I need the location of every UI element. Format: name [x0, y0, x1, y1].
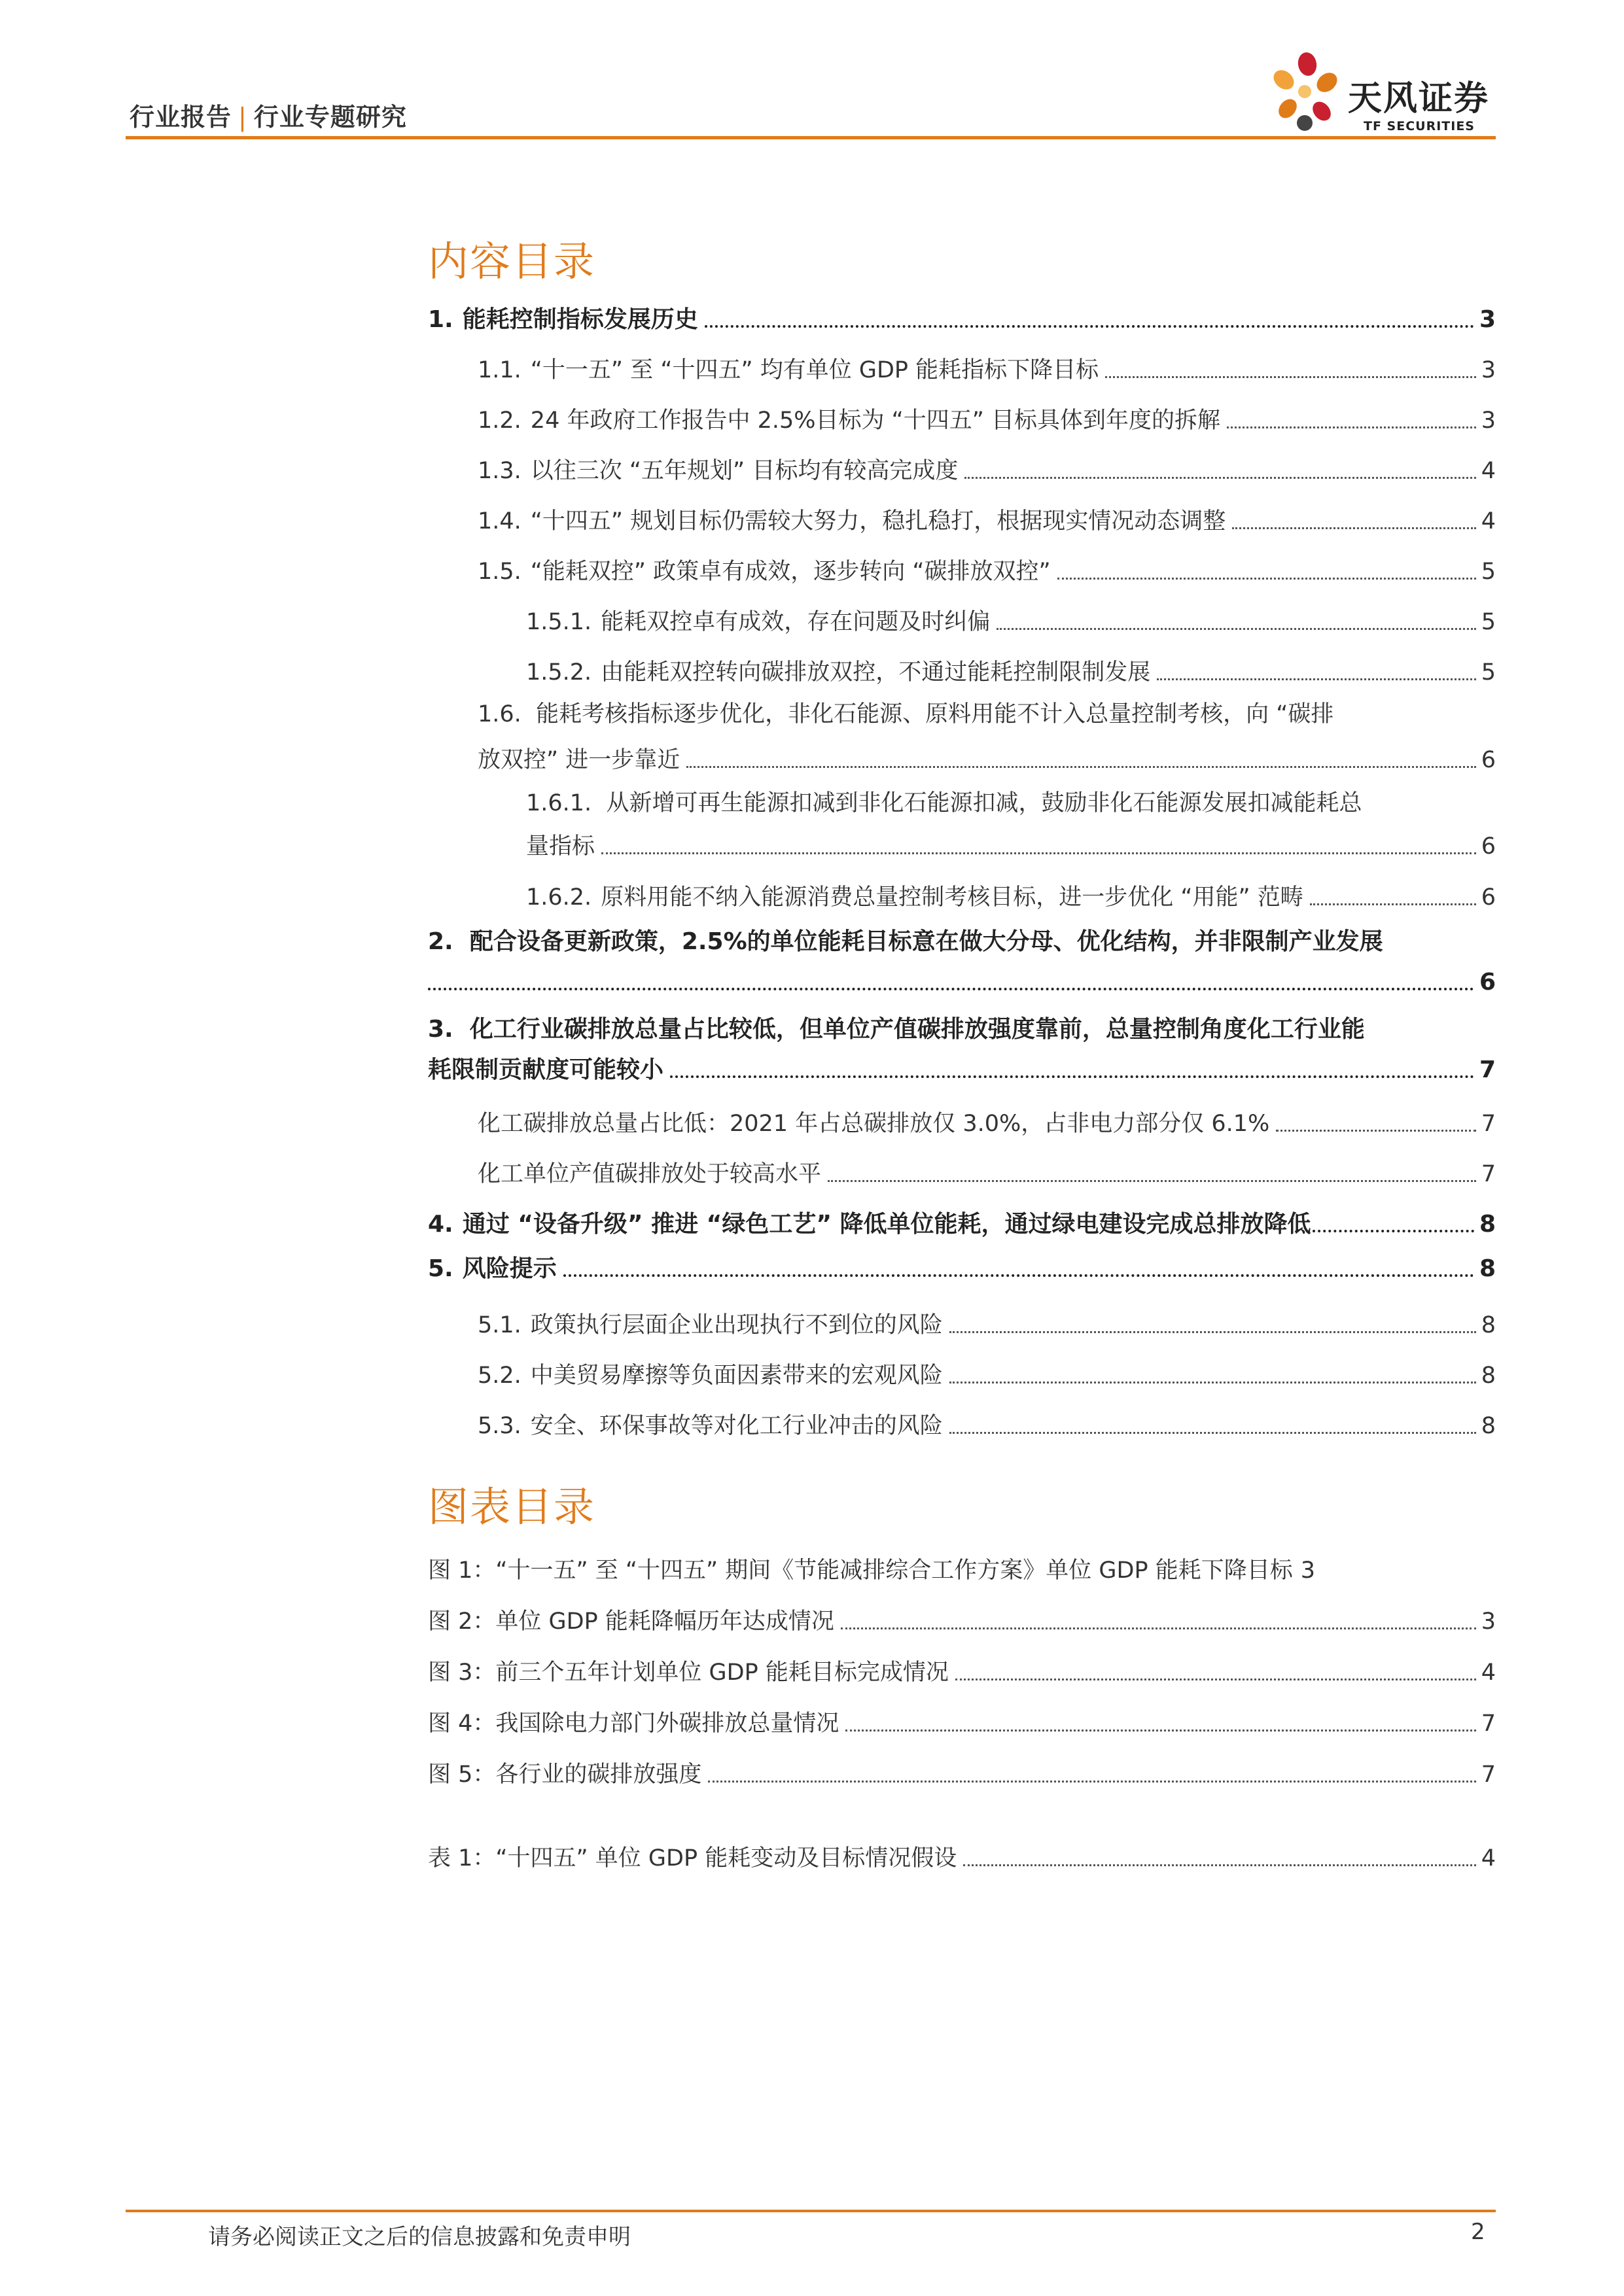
footer-page-number: 2	[1471, 2219, 1485, 2245]
toc-entry-text: 化工碳排放总量占比低：2021 年占总碳排放仅 3.0%，占非电力部分仅 6.1%	[478, 1111, 1270, 1137]
toc-entry-number: 1.5.1.	[526, 609, 592, 635]
dot-leader	[670, 1075, 1474, 1078]
toc-title: 内容目录	[428, 237, 596, 285]
toc-entry-text: “十一五” 至 “十四五” 均有单位 GDP 能耗指标下降目标	[530, 357, 1099, 383]
header-rule	[126, 136, 1496, 139]
toc-entry-5-3[interactable]	[428, 1391, 1496, 1441]
toc-entry-line1	[428, 927, 1496, 966]
toc-entry-number: 1.5.	[478, 559, 521, 585]
toc-entry-text: 风险提示	[462, 1255, 557, 1282]
figure-entry-2[interactable]	[428, 1586, 1496, 1637]
toc-entry-number: 1.4.	[478, 508, 521, 534]
toc-entry-1-5-1[interactable]	[428, 587, 1496, 637]
toc-entry-3-a[interactable]	[428, 1085, 1496, 1139]
dot-leader	[963, 1864, 1476, 1866]
toc-entry-text: 能耗双控卓有成效，存在问题及时纠偏	[601, 609, 991, 635]
toc-entry-number: 1.3.	[478, 458, 521, 484]
toc-entry-text: 政策执行层面企业出现执行不到位的风险	[530, 1312, 943, 1338]
dot-leader	[1232, 527, 1476, 529]
toc-entry-number: 1.5.2.	[526, 659, 592, 686]
dot-leader	[708, 1781, 1475, 1783]
figure-entry-page: 3	[1481, 1609, 1496, 1635]
toc-entry-1-5-2[interactable]	[428, 637, 1496, 687]
toc-entry-page: 5	[1481, 609, 1496, 635]
figure-entry-page: 3	[1300, 1557, 1316, 1584]
dot-leader	[964, 477, 1475, 479]
dot-leader	[949, 1432, 1476, 1434]
toc-entry-4[interactable]	[428, 1189, 1496, 1240]
toc-entry-number: 1.1.	[478, 357, 521, 383]
toc-entry-page: 6	[1481, 884, 1496, 911]
figure-entry-page: 4	[1481, 1660, 1496, 1686]
toc-entry-number: 4.	[428, 1211, 453, 1238]
toc-entry-line1	[428, 699, 1496, 739]
figure-entry-5[interactable]	[428, 1739, 1496, 1790]
toc-entry-number: 5.1.	[478, 1312, 521, 1338]
dot-leader	[997, 628, 1476, 630]
figure-entry-text: 图 5：各行业的碳排放强度	[428, 1762, 702, 1788]
dot-leader	[1276, 1130, 1475, 1132]
toc-entry-text: 量指标	[526, 833, 595, 860]
logo-english-name: TF SECURITIES	[1364, 119, 1475, 133]
toc-entry-page: 8	[1479, 1255, 1496, 1282]
dot-leader	[955, 1679, 1476, 1680]
toc-entry-page: 4	[1481, 508, 1496, 534]
figure-entry-text: 图 1：“十一五” 至 “十四五” 期间《节能减排综合工作方案》单位 GDP 能耗下降目标	[428, 1557, 1293, 1584]
toc-entry-number: 5.3.	[478, 1413, 521, 1439]
toc-entry-number: 1.	[428, 306, 453, 333]
company-logo	[1268, 51, 1504, 136]
toc-entry-line1	[428, 1015, 1496, 1052]
dot-leader	[563, 1274, 1474, 1277]
toc-entry-5-2[interactable]	[428, 1340, 1496, 1391]
table-entry-1[interactable]	[428, 1837, 1496, 1873]
toc-entry-text: “十四五” 规划目标仍需较大努力，稳扎稳打，根据现实情况动态调整	[530, 508, 1226, 534]
toc-entry-number: 1.2.	[478, 408, 521, 434]
dot-leader	[1313, 1230, 1474, 1232]
dot-leader	[1157, 678, 1476, 680]
dot-leader	[845, 1730, 1475, 1731]
figure-entry-page: 7	[1481, 1711, 1496, 1737]
toc-entry-page: 8	[1481, 1363, 1496, 1389]
toc-entry-1-6[interactable]	[428, 699, 1496, 775]
dot-leader	[428, 988, 1474, 990]
toc-entry-number: 5.	[428, 1255, 453, 1282]
toc-entry-text: 能耗控制指标发展历史	[462, 306, 698, 333]
figures-title: 图表目录	[428, 1483, 596, 1531]
toc-entry-text: 化工行业碳排放总量占比较低，但单位产值碳排放强度靠前，总量控制角度化工行业能	[469, 1016, 1365, 1043]
figure-entry-4[interactable]	[428, 1688, 1496, 1739]
toc-entry-page: 7	[1479, 1056, 1496, 1083]
toc-entry-page: 3	[1481, 408, 1496, 434]
dot-leader	[686, 766, 1475, 768]
dot-leader	[828, 1180, 1476, 1182]
toc-entry-text: 配合设备更新政策，2.5%的单位能耗目标意在做大分母、优化结构，并非限制产业发展	[469, 928, 1383, 955]
toc-entry-text: 放双控” 进一步靠近	[478, 747, 680, 773]
toc-entry-page: 6	[1479, 969, 1496, 996]
toc-entry-1-3[interactable]	[428, 436, 1496, 486]
dot-leader	[841, 1627, 1476, 1629]
toc-entry-number: 1.6.2.	[526, 884, 592, 911]
toc-entry-line2	[428, 825, 1496, 861]
figures-list	[428, 1549, 1496, 1873]
toc-entry-text: 24 年政府工作报告中 2.5%目标为 “十四五” 目标具体到年度的拆解	[530, 408, 1221, 434]
toc-entry-page: 4	[1481, 458, 1496, 484]
toc-entry-line2	[428, 739, 1496, 775]
toc-entry-line2	[428, 1052, 1496, 1085]
dot-leader	[1227, 426, 1476, 428]
figure-entry-page: 7	[1481, 1762, 1496, 1788]
toc-entry-1-2[interactable]	[428, 385, 1496, 436]
toc-entry-text: 耗限制贡献度可能较小	[428, 1056, 664, 1083]
header-subcategory: 行业专题研究	[253, 103, 407, 131]
toc-entry-number: 2.	[428, 928, 453, 955]
toc-entry-number: 1.6.1.	[526, 790, 592, 816]
table-entry-page: 4	[1481, 1845, 1496, 1871]
toc-entry-page: 6	[1481, 833, 1496, 860]
toc-entry-text: 从新增可再生能源扣减到非化石能源扣减，鼓励非化石能源发展扣减能耗总	[606, 790, 1362, 816]
logo-chinese-name: 天风证券	[1348, 79, 1490, 118]
toc-entry-page: 7	[1481, 1161, 1496, 1187]
toc-entry-1-5[interactable]	[428, 536, 1496, 587]
figure-entry-text: 图 2：单位 GDP 能耗降幅历年达成情况	[428, 1609, 834, 1635]
toc-entry-3-b[interactable]	[428, 1139, 1496, 1189]
toc-list	[428, 298, 1496, 1441]
toc-entry-3[interactable]	[428, 1015, 1496, 1085]
figure-entry-3[interactable]	[428, 1637, 1496, 1688]
header-breadcrumb	[130, 97, 407, 133]
toc-entry-text: 中美贸易摩擦等负面因素带来的宏观风险	[530, 1363, 943, 1389]
toc-entry-text: 原料用能不纳入能源消费总量控制考核目标，进一步优化 “用能” 范畴	[601, 884, 1303, 911]
figure-entry-text: 图 4：我国除电力部门外碳排放总量情况	[428, 1711, 839, 1737]
toc-entry-page: 3	[1479, 306, 1496, 333]
toc-entry-page: 5	[1481, 559, 1496, 585]
header-category: 行业报告	[130, 103, 232, 131]
toc-entry-text: 以往三次 “五年规划” 目标均有较高完成度	[530, 458, 959, 484]
footer-disclaimer: 请务必阅读正文之后的信息披露和免责申明	[208, 2224, 631, 2250]
toc-entry-page: 5	[1481, 659, 1496, 686]
toc-entry-5[interactable]	[428, 1240, 1496, 1284]
toc-entry-1-4[interactable]	[428, 486, 1496, 536]
flower-logo-icon	[1268, 51, 1340, 136]
toc-entry-text: 由能耗双控转向碳排放双控，不通过能耗控制限制发展	[601, 659, 1151, 686]
toc-entry-number: 1.6.	[478, 701, 521, 727]
toc-entry-2[interactable]	[428, 927, 1496, 998]
dot-leader	[1057, 578, 1476, 580]
toc-entry-1-6-2[interactable]	[428, 861, 1496, 913]
figure-entry-1[interactable]	[428, 1549, 1496, 1586]
toc-entry-text: 通过 “设备升级” 推进 “绿色工艺” 降低单位能耗，通过绿电建设完成总排放降低	[462, 1211, 1311, 1238]
dot-leader	[1105, 376, 1476, 378]
toc-entry-line2	[428, 966, 1496, 998]
toc-entry-page: 8	[1479, 1211, 1496, 1238]
toc-entry-page: 3	[1481, 357, 1496, 383]
toc-entry-page: 8	[1481, 1413, 1496, 1439]
dot-leader	[949, 1331, 1476, 1333]
dot-leader	[705, 325, 1474, 328]
toc-entry-number: 5.2.	[478, 1363, 521, 1389]
toc-entry-number: 3.	[428, 1016, 453, 1043]
toc-entry-text: 安全、环保事故等对化工行业冲击的风险	[530, 1413, 943, 1439]
toc-entry-1[interactable]	[428, 298, 1496, 335]
toc-entry-page: 6	[1481, 747, 1496, 773]
toc-entry-5-1[interactable]	[428, 1284, 1496, 1340]
toc-entry-1-6-1[interactable]	[428, 788, 1496, 861]
dot-leader	[1310, 903, 1476, 905]
toc-entry-line1	[428, 788, 1496, 825]
dot-leader	[949, 1382, 1476, 1383]
toc-entry-page: 7	[1481, 1111, 1496, 1137]
footer-rule	[126, 2210, 1496, 2212]
header-separator: |	[238, 103, 247, 131]
toc-entry-text: “能耗双控” 政策卓有成效，逐步转向 “碳排放双控”	[530, 559, 1051, 585]
toc-entry-page: 8	[1481, 1312, 1496, 1338]
toc-entry-1-1[interactable]	[428, 335, 1496, 385]
table-entry-text: 表 1：“十四五” 单位 GDP 能耗变动及目标情况假设	[428, 1845, 957, 1871]
toc-entry-text: 化工单位产值碳排放处于较高水平	[478, 1161, 822, 1187]
dot-leader	[601, 852, 1476, 854]
figure-entry-text: 图 3：前三个五年计划单位 GDP 能耗目标完成情况	[428, 1660, 949, 1686]
toc-entry-text: 能耗考核指标逐步优化，非化石能源、原料用能不计入总量控制考核，向 “碳排	[536, 701, 1334, 727]
